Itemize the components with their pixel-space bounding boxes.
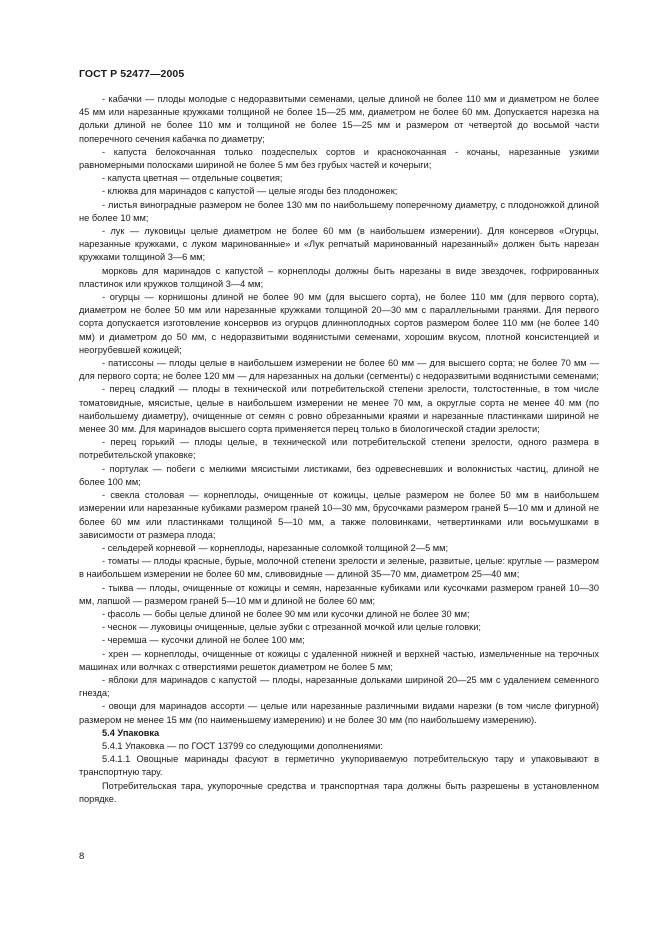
paragraph-horseradish: - хрен — корнеплоды, очищенные от кожицы с удаленной нижней и верхней частью, измельченные на терочных машинах или волчках с отверстиями решеток диаметром не более 5 мм; [79, 648, 599, 672]
paragraph-beans: - фасоль — бобы целые длиной не более 90 мм или кусочки длиной не более 30 мм; [102, 608, 470, 619]
paragraph-hot-pepper: - перец горький — плоды целые, в технической или потребительской степени зрелости, одного размера в потребительской упаковке; [79, 437, 599, 461]
paragraph-cranberry: - клюква для маринадов с капустой — целые ягоды без плодоножек; [102, 186, 398, 197]
paragraph-5-4-1: 5.4.1 Упаковка — по ГОСТ 13799 со следующими дополнениями: [102, 740, 383, 751]
paragraph-assorted-vegetables: - овощи для маринадов ассорти — целые или нарезанные различными видами нарезки (в том числе фигурной) размером не менее 15 мм (по наименьшему измерению) и не более 30 мм (по наибольшему измерению). [79, 701, 599, 725]
paragraph-apples: - яблоки для маринадов с капустой — плоды, нарезанные дольками шириной 20—25 мм с удалением семенного гнезда; [79, 674, 599, 699]
paragraph-onion: - лук — луковицы целые диаметром не более 60 мм (в наибольшем измерении). Для консервов «Огурцы, нарезанные кружками, с луком маринованные» и «Лук репчатый маринованный нарезанный» должен быть нарезан кружками толщиной 3—6 мм; [79, 226, 599, 263]
paragraph-carrot: морковь для маринадов с капустой – корнеплоды должны быть нарезаны в виде звездочек, гофрированных пластинок или кружков толщиной 3—4 мм; [79, 265, 599, 289]
paragraph-cauliflower: - капуста цветная — отдельные соцветия; [102, 173, 283, 184]
document-body [79, 93, 599, 806]
document-header: ГОСТ Р 52477—2005 [79, 68, 185, 80]
paragraph-sweet-pepper: - перец сладкий — плоды в технической или потребительской степени зрелости, толстостенные, в том числе томатовидные, мясистые, целые в наибольшем измерении не менее 70 мм, а округлые сорта не менее 40 мм (по наибольшему диаметру), очищенные от семян с ровно обрезанными краями и нарезанные пластинками шириной не менее 30 мм. Для маринадов высшего сорта применяется перец только в биологической стадии зрелости; [79, 384, 599, 435]
paragraph-beetroot: - свекла столовая — корнеплоды, очищенные от кожицы, целые размером не более 50 мм в наибольшем измерении или нарезанные кубиками размером граней 10—30 мм, брусочками размером граней 5—10 мм и длиной не более 60 мм или пластинками толщиной 5—10 мм, а также половинками, четвертинками или восьмушками в зависимости от размера плода; [79, 490, 599, 540]
paragraph-grape-leaves: - листья виноградные размером не более 130 мм по наибольшему поперечному диаметру, с плодоножкой длиной не более 10 мм; [79, 199, 599, 223]
paragraph-patissons: - патиссоны — плоды целые в наибольшем измерении не более 60 мм — для высшего сорта; не более 70 мм — для первого сорта; не более 120 мм — для нарезанных на дольки (сегменты) с недоразвитыми водянистыми семенами; [79, 358, 599, 382]
section-heading-packaging: 5.4 Упаковка [102, 727, 160, 738]
paragraph-celery: - сельдерей корневой — корнеплоды, нарезанные соломкой толщиной 2—5 мм; [102, 542, 449, 553]
paragraph-zucchini: - кабачки — плоды молодые с недоразвитыми семенами, целые длиной не более 110 мм и диаметром не более 45 мм или нарезанные кружками толщиной не более 15—25 мм, диаметром не более 60 мм. Допускается нарезка на дольки длиной не более 110 мм и толщиной не более 15—25 мм и размером от четвертой до восьмой части поперечного сечения кабачка по диаметру; [79, 94, 599, 144]
paragraph-white-cabbage: - капуста белокочанная только поздеспелых сортов и краснокочанная - кочаны, нарезанные узкими равномерными полосками шириной не более 5 мм без грубых частей и кочерыги; [79, 146, 599, 171]
paragraph-wild-garlic: - черемша — кусочки длиной не более 100 мм; [102, 635, 305, 646]
paragraph-5-4-1-1: 5.4.1.1 Овощные маринады фасуют в герметично укупориваемую потребительскую тару и упаковывают в транспортную тару. [79, 754, 599, 778]
paragraph-garlic: - чеснок — луковицы очищенные, целые зубки с отрезанной мочкой или целые головки; [102, 622, 481, 633]
paragraph-cucumbers: - огурцы — корнишоны длиной не более 90 мм (для высшего сорта), не более 110 мм (для первого сорта), диаметром не более 50 мм или нарезанные кружками толщиной 20—30 мм с параллельными гранями. Для первого сорта допускается изготовление консервов из огурцов длинноплодных сортов размером более 110 мм (не более 140 мм) и диаметром до 50 мм, с недоразвитыми водянистыми семенами, хорошим вкусом, плотной консистенцией и неогрубевшей кожицей; [79, 292, 599, 355]
paragraph-pumpkin: - тыква — плоды, очищенные от кожицы и семян, нарезанные кубиками или кусочками размером граней 10—30 мм, лапшой — размером граней 5—10 мм и длиной не более 60 мм; [79, 582, 599, 606]
page-number: 8 [79, 851, 85, 862]
paragraph-consumer-packaging: Потребительская тара, укупорочные средства и транспортная тара должны быть разрешены в установленном порядке. [79, 780, 599, 804]
paragraph-purslane: - портулак — побеги с мелкими мясистыми листиками, без одревесневших и волокнистых частиц, длиной не более 100 мм; [79, 463, 599, 487]
paragraph-tomatoes: - томаты — плоды красные, бурые, молочной степени зрелости и зеленые, развитые, целые: круглые — размером в наибольшем измерении не более 60 мм, сливовидные — длиной 35—70 мм, диаметром 25—40 мм; [79, 556, 599, 580]
